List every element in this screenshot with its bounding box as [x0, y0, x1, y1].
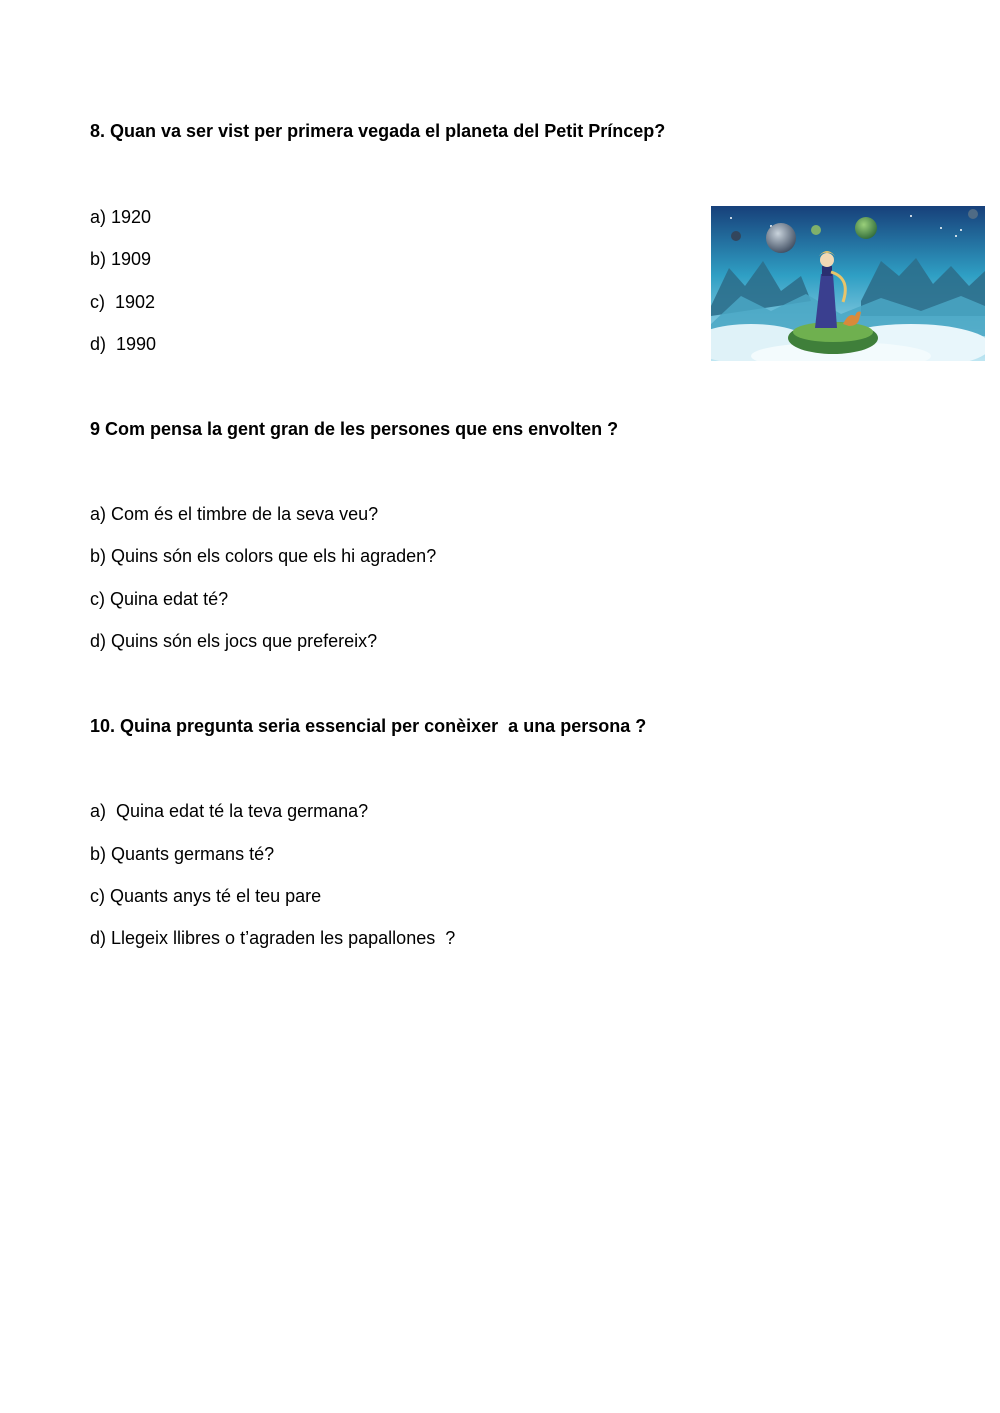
question-10-option-c: c) Quants anys té el teu pare	[90, 886, 322, 906]
question-10-option-d: d) Llegeix llibres o t’agraden les papallones ?	[90, 928, 456, 948]
question-10-option-a: a) Quina edat té la teva germana?	[90, 801, 369, 821]
question-9-option-c: c) Quina edat té?	[90, 589, 229, 609]
question-8-option-d: d) 1990	[90, 334, 157, 354]
question-8-option-c: c) 1902	[90, 292, 156, 312]
question-8-option-b: b) 1909	[90, 249, 152, 269]
question-10-option-b: b) Quants germans té?	[90, 844, 275, 864]
question-10-prompt: 10. Quina pregunta seria essencial per conèixer a una persona ?	[90, 716, 647, 736]
question-8-prompt: 8. Quan va ser vist per primera vegada el planeta del Petit Príncep?	[90, 121, 666, 141]
question-9-option-d: d) Quins són els jocs que prefereix?	[90, 631, 378, 651]
question-9-option-a: a) Com és el timbre de la seva veu?	[90, 504, 379, 524]
question-8-option-a: a) 1920	[90, 207, 152, 227]
little-prince-illustration	[711, 206, 985, 361]
question-9-prompt: 9 Com pensa la gent gran de les persones que ens envolten ?	[90, 419, 619, 439]
question-9-option-b: b) Quins són els colors que els hi agraden?	[90, 546, 437, 566]
